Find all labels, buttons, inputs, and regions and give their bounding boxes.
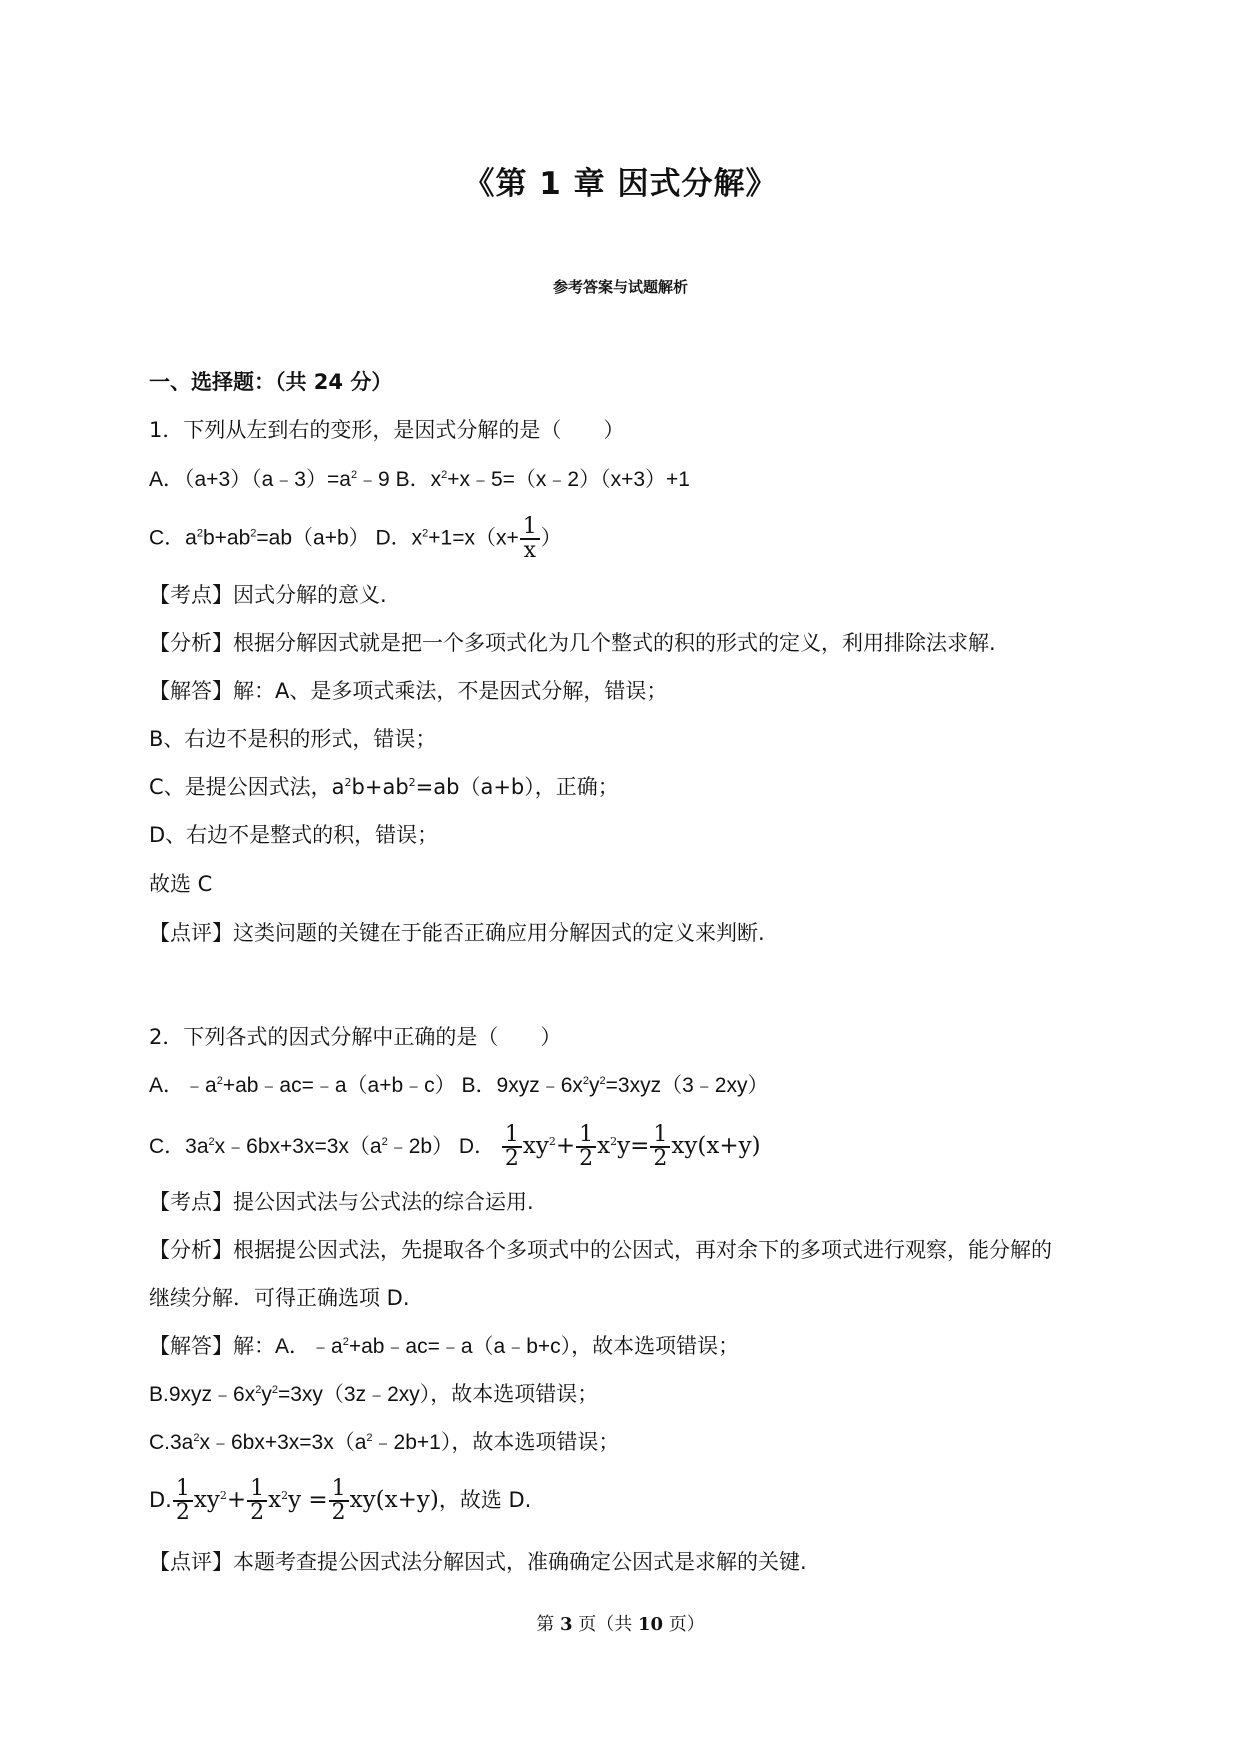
q2-dianping: 【点评】本题考查提公因式法分解因式，准确确定公因式是求解的关键. — [149, 1550, 807, 1574]
q2-fenxi-1: 【分析】根据提公因式法，先提取各个多项式中的公因式，再对余下的多项式进行观察，能分解的 — [149, 1238, 1052, 1262]
fraction: $\frac{1}{2}$ — [502, 1124, 522, 1170]
q1-line-d: D、右边不是整式的积，错误； — [149, 823, 439, 847]
fraction: $\frac{1}{2}$ — [173, 1478, 193, 1524]
q1-line-b: B、右边不是积的形式，错误； — [149, 727, 437, 751]
fraction: $\frac{1}{2}$ — [329, 1478, 349, 1524]
fraction: $\frac{1}{2}$ — [650, 1124, 670, 1170]
q2-options-ab: A．$﹣a^2+ab﹣ac=﹣a(a+b﹣c)$ B．$9xyz﹣6x^2y^2=3xyz(3﹣2xy)$ — [149, 1074, 769, 1097]
q2-line-d: D. $\frac{1}{2}$ $xy^2+$ $\frac{1}{2}$ $x^2y$ = $\frac{1}{2}$ xy(x+y)，故选 D. — [149, 1476, 532, 1525]
page-number: 3 — [559, 1614, 573, 1635]
q2-kaodian: 【考点】提公因式法与公式法的综合运用. — [149, 1190, 534, 1214]
q1-dianping: 【点评】这类问题的关键在于能否正确应用分解因式的定义来判断. — [149, 921, 765, 945]
page-footer: 第 3 页（共 10 页） — [536, 1614, 705, 1635]
fraction: $\frac{1}{2}$ — [247, 1478, 267, 1524]
q2-fenxi-2: 继续分解．可得正确选项 D. — [149, 1286, 410, 1310]
page-title: 《第 1 章 因式分解》 — [463, 166, 778, 202]
q2-options-cd: C．$3a^2x﹣6bx+3x=3x(a^2﹣2b)$ D． $\frac{1}{2}$ $xy^2+$ $\frac{1}{2}$ $x^2y=$ $\frac{1}{2}$ xy(x+y) — [149, 1122, 761, 1171]
page-total: 10 — [637, 1614, 664, 1635]
q2-line-c: $C.3a^2x﹣6bx+3x=3x(a^2﹣2b+1)$，故本选项错误； — [149, 1431, 620, 1454]
q1-stem: 1．下列从左到右的变形，是因式分解的是（ ） — [149, 418, 625, 442]
fraction: $\frac{1}{2}$ — [576, 1124, 596, 1170]
q1-options-ab: A．$(a+3)(a﹣3)=a^2﹣9$ B．$x^2+x﹣5=(x﹣2)(x+3)+1$ — [149, 468, 690, 491]
q2-stem: 2．下列各式的因式分解中正确的是（ ） — [149, 1025, 562, 1049]
q1-options-cd: C．$a^2b+ab^2=ab(a+b)$ D．$x^2+1=x(x+$ $\frac{1}{x}$ ） — [149, 514, 562, 563]
q1-jieda: 【解答】解：A、是多项式乘法，不是因式分解，错误； — [149, 679, 668, 703]
q2-line-b: $B.9xyz﹣6x^2y^2=3xy(3z﹣2xy)$，故本选项错误； — [149, 1383, 599, 1406]
section-heading: 一、选择题：（共 24 分） — [149, 370, 393, 394]
q1-kaodian: 【考点】因式分解的意义. — [149, 583, 387, 607]
page-subtitle: 参考答案与试题解析 — [552, 278, 688, 296]
fraction: $\frac{1}{x}$ — [520, 516, 540, 562]
q2-jieda: 【解答】解：A．$﹣a^2+ab﹣ac=﹣a(a﹣b+c)$，故本选项错误； — [149, 1335, 740, 1358]
q1-line-c: C、是提公因式法，$a^2b+ab^2=ab(a+b)$，正确； — [149, 775, 619, 799]
q1-fenxi: 【分析】根据分解因式就是把一个多项式化为几个整式的积的形式的定义，利用排除法求解. — [149, 631, 996, 655]
q1-choice: 故选 C — [149, 872, 213, 896]
